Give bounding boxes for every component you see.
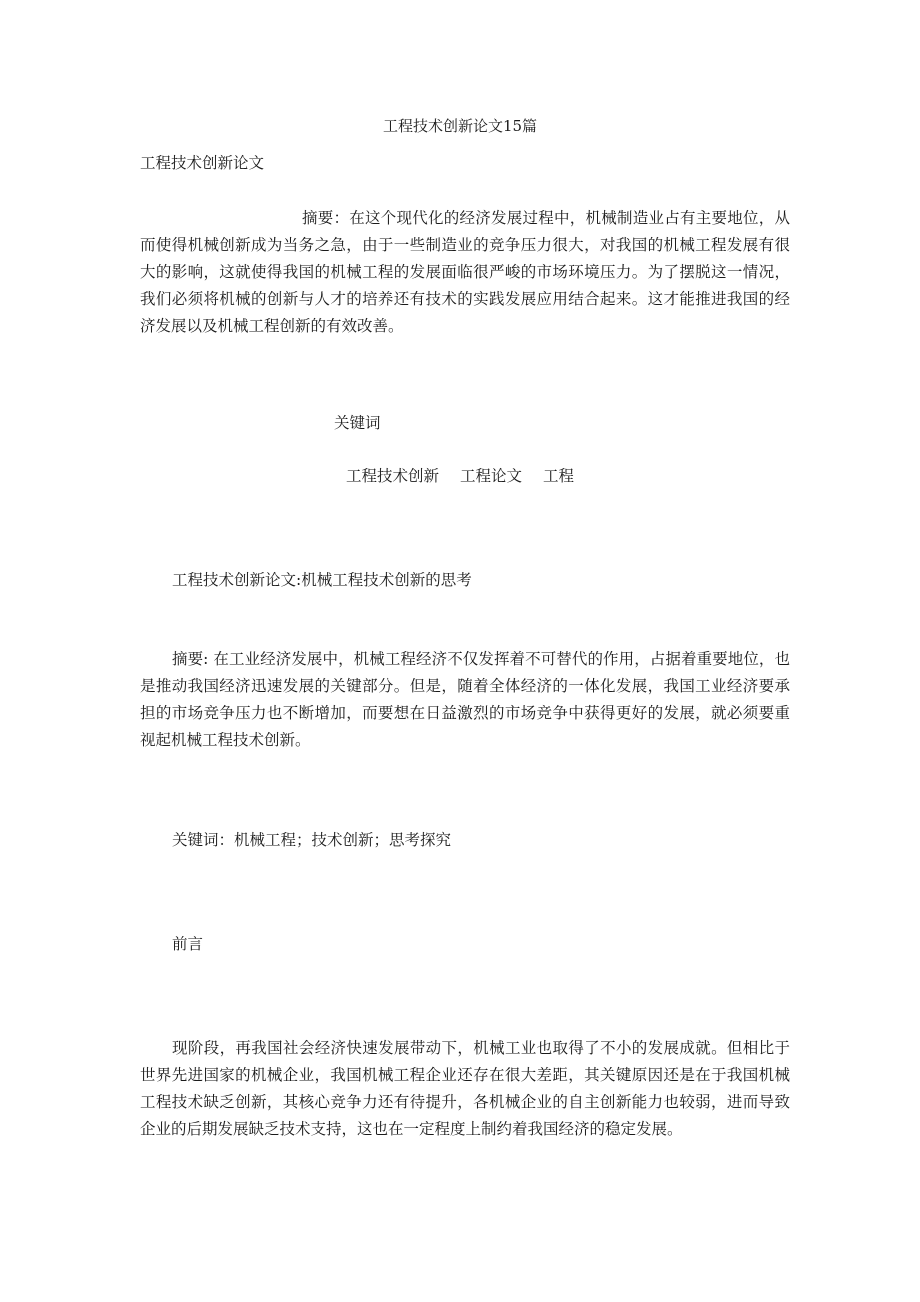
keywords-heading: 关键词 xyxy=(334,414,381,432)
keyword-item: 工程技术创新 xyxy=(346,467,440,485)
keyword-item: 工程 xyxy=(542,467,574,485)
document-subtitle: 工程技术创新论文 xyxy=(140,154,265,172)
document-title: 工程技术创新论文15篇 xyxy=(382,117,538,135)
preface-heading: 前言 xyxy=(172,935,204,953)
keyword-item: 工程论文 xyxy=(459,467,522,485)
keywords-line-2: 关键词：机械工程；技术创新；思考探究 xyxy=(172,831,452,849)
body-paragraph-1: 现阶段，再我国社会经济快速发展带动下，机械工业也取得了不小的发展成就。但相比于世界先进国家的机械企业，我国机械工程企业还存在很大差距，其关键原因还是在于我国机械工程技术缺乏创新，其核心竞争力还有待提升，各机械企业的自主创新能力也较弱，进而导致企业的后期发展缺乏技术支持，这也在一定程度上制约着我国经济的稳定发展。 xyxy=(140,1039,790,1138)
section-title: 工程技术创新论文:机械工程技术创新的思考 xyxy=(172,571,472,589)
abstract-paragraph-2: 摘要: 在工业经济发展中，机械工程经济不仅发挥着不可替代的作用，占据着重要地位，也是推动我国经济迅速发展的关键部分。但是，随着全体经济的一体化发展，我国工业经济要承担的市场竞争压力也不断增加，而要想在日益激烈的市场竞争中获得更好的发展，就必须要重视起机械工程技术创新。 xyxy=(140,650,790,749)
abstract-paragraph-1: 摘要：在这个现代化的经济发展过程中，机械制造业占有主要地位，从而使得机械创新成为当务之急，由于一些制造业的竞争压力很大，对我国的机械工程发展有很大的影响，这就使得我国的机械工程的发展面临很严峻的市场环境压力。为了摆脱这一情况，我们必须将机械的创新与人才的培养还有技术的实践发展应用结合起来。这才能推进我国的经济发展以及机械工程创新的有效改善。 xyxy=(140,209,790,335)
keywords-list xyxy=(0,466,920,486)
